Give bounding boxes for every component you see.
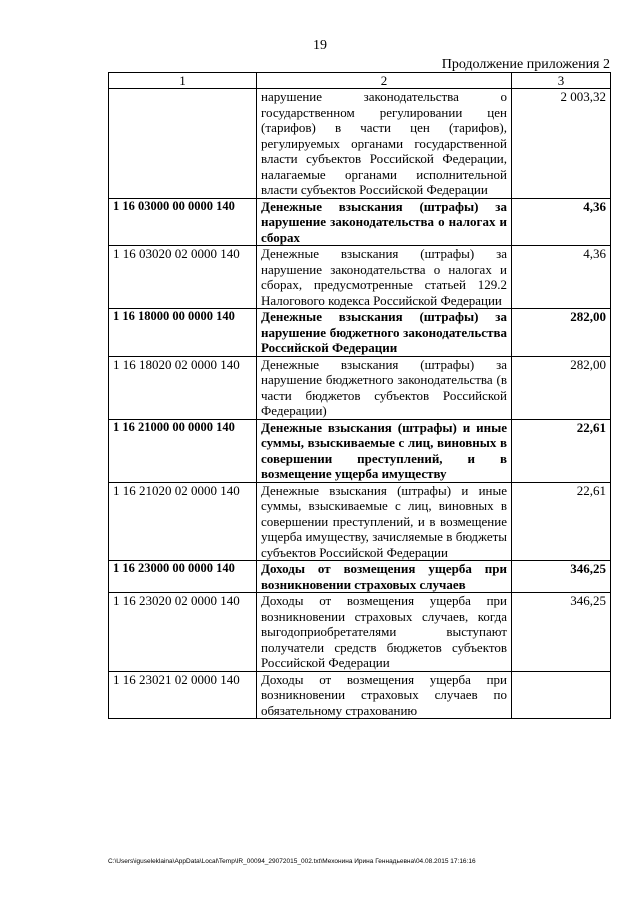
budget-code-cell: 1 16 03020 02 0000 140 (109, 246, 257, 309)
amount-cell: 4,36 (512, 246, 611, 309)
budget-code-cell: 1 16 03000 00 0000 140 (109, 198, 257, 246)
revenue-table (108, 72, 611, 719)
file-path-footer: C:\Users\iguseleklaina\AppData\Local\Temp\IR_00094_29072015_002.txt\Мехонина Ирина Геннадьевна\04.08.2015 17:16:16 (108, 858, 476, 865)
budget-code-cell: 1 16 18000 00 0000 140 (109, 309, 257, 357)
table-row (109, 419, 611, 482)
table-row (109, 89, 611, 199)
budget-code-cell (109, 89, 257, 199)
table-header-row (109, 73, 611, 89)
description-cell: Денежные взыскания (штрафы) и иные суммы, взыскиваемые с лиц, виновных в совершении преступлений, и в возмещение ущерба имуществу, зачисляемые в бюджеты субъектов Российской Федерации (257, 482, 512, 561)
budget-code-cell: 1 16 21000 00 0000 140 (109, 419, 257, 482)
table-row (109, 671, 611, 719)
budget-code-cell: 1 16 18020 02 0000 140 (109, 356, 257, 419)
description-cell: Доходы от возмещения ущерба при возникновении страховых случаев по обязательному страхованию (257, 671, 512, 719)
description-cell: Денежные взыскания (штрафы) и иные суммы, взыскиваемые с лиц, виновных в совершении преступлений, и в возмещение ущерба имуществу (257, 419, 512, 482)
description-cell: Денежные взыскания (штрафы) за нарушение законодательства о налогах и сборах, предусмотренные статьей 129.2 Налогового кодекса Российской Федерации (257, 246, 512, 309)
budget-code-cell: 1 16 23020 02 0000 140 (109, 593, 257, 672)
amount-cell: 282,00 (512, 309, 611, 357)
continuation-label: Продолжение приложения 2 (441, 57, 610, 72)
amount-cell: 22,61 (512, 419, 611, 482)
table-row (109, 561, 611, 593)
page-number: 19 (313, 38, 327, 53)
table-row (109, 593, 611, 672)
table-row (109, 482, 611, 561)
table-row (109, 309, 611, 357)
amount-cell: 346,25 (512, 561, 611, 593)
description-cell: Денежные взыскания (штрафы) за нарушение законодательства о налогах и сборах (257, 198, 512, 246)
amount-cell (512, 671, 611, 719)
table-row (109, 356, 611, 419)
table-row (109, 198, 611, 246)
amount-cell: 4,36 (512, 198, 611, 246)
amount-cell: 282,00 (512, 356, 611, 419)
table-row (109, 246, 611, 309)
amount-cell: 22,61 (512, 482, 611, 561)
amount-cell: 346,25 (512, 593, 611, 672)
column-header: 3 (512, 73, 611, 89)
description-cell: Доходы от возмещения ущерба при возникновении страховых случаев, когда выгодоприобретателями выступают получатели средств бюджетов субъектов Российской Федерации (257, 593, 512, 672)
description-cell: нарушение законодательства о государственном регулировании цен (тарифов) в части цен (тарифов), регулируемых органами государственной власти субъектов Российской Федерации, налагаемые органами исполнительной власти субъектов Российской Федерации (257, 89, 512, 199)
column-header: 2 (257, 73, 512, 89)
description-cell: Доходы от возмещения ущерба при возникновении страховых случаев (257, 561, 512, 593)
budget-code-cell: 1 16 23021 02 0000 140 (109, 671, 257, 719)
description-cell: Денежные взыскания (штрафы) за нарушение бюджетного законодательства Российской Федерации (257, 309, 512, 357)
budget-code-cell: 1 16 23000 00 0000 140 (109, 561, 257, 593)
description-cell: Денежные взыскания (штрафы) за нарушение бюджетного законодательства (в части бюджетов субъектов Российской Федерации) (257, 356, 512, 419)
amount-cell: 2 003,32 (512, 89, 611, 199)
budget-code-cell: 1 16 21020 02 0000 140 (109, 482, 257, 561)
column-header: 1 (109, 73, 257, 89)
